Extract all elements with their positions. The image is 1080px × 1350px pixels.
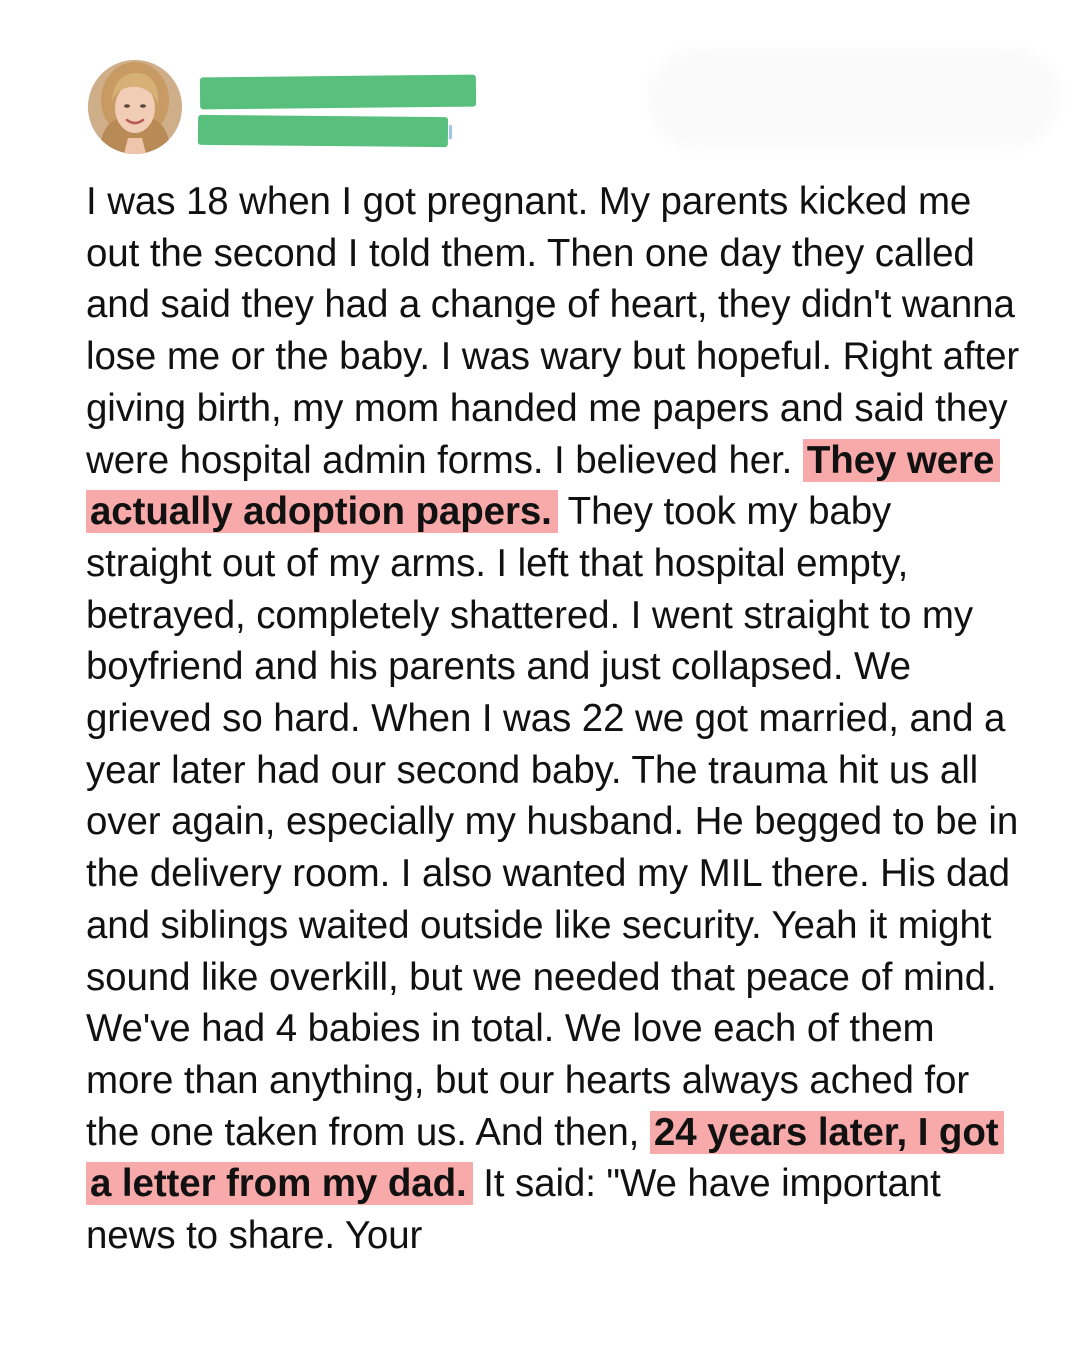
post-body [86,176,1022,1262]
post-body-text-3: It said: "We have important news to share. Your [86,1162,941,1258]
post-body-text-1: I was 18 when I got pregnant. My parents kicked me out the second I told them. Then one day they called and said they had a change of heart, they didn't wanna lose me or the baby. I was wary but hopeful. Right after giving birth, my mom handed me papers and said they were hospital admin forms. I believed her. [86,180,1020,482]
follow-button-redaction [648,48,1060,148]
post-header [0,0,1080,170]
highlighted-phrase-1: They were actually adoption papers. [86,439,1000,534]
author-avatar[interactable] [88,60,182,154]
author-name-redaction [200,75,476,110]
highlighted-phrase-2: 24 years later, I got a letter from my dad. [86,1111,1004,1206]
post-body-text-2: They took my baby straight out of my arms. I left that hospital empty, betrayed, completely shattered. I went straight to my boyfriend and his parents and just collapsed. We grieved so hard. When I was 22 we got married, and a year later had our second baby. The trauma hit us all over again, especially my husband. He begged to be in the delivery room. I also wanted my MIL there. His dad and siblings waited outside like security. Yeah it might sound like overkill, but we needed that peace of mind. We've had 4 babies in total. We love each of them more than anything, but our hearts always ached for the one taken from us. And then, [86,490,1019,1154]
avatar-photo-icon [88,60,182,154]
author-handle-redaction [198,115,448,147]
